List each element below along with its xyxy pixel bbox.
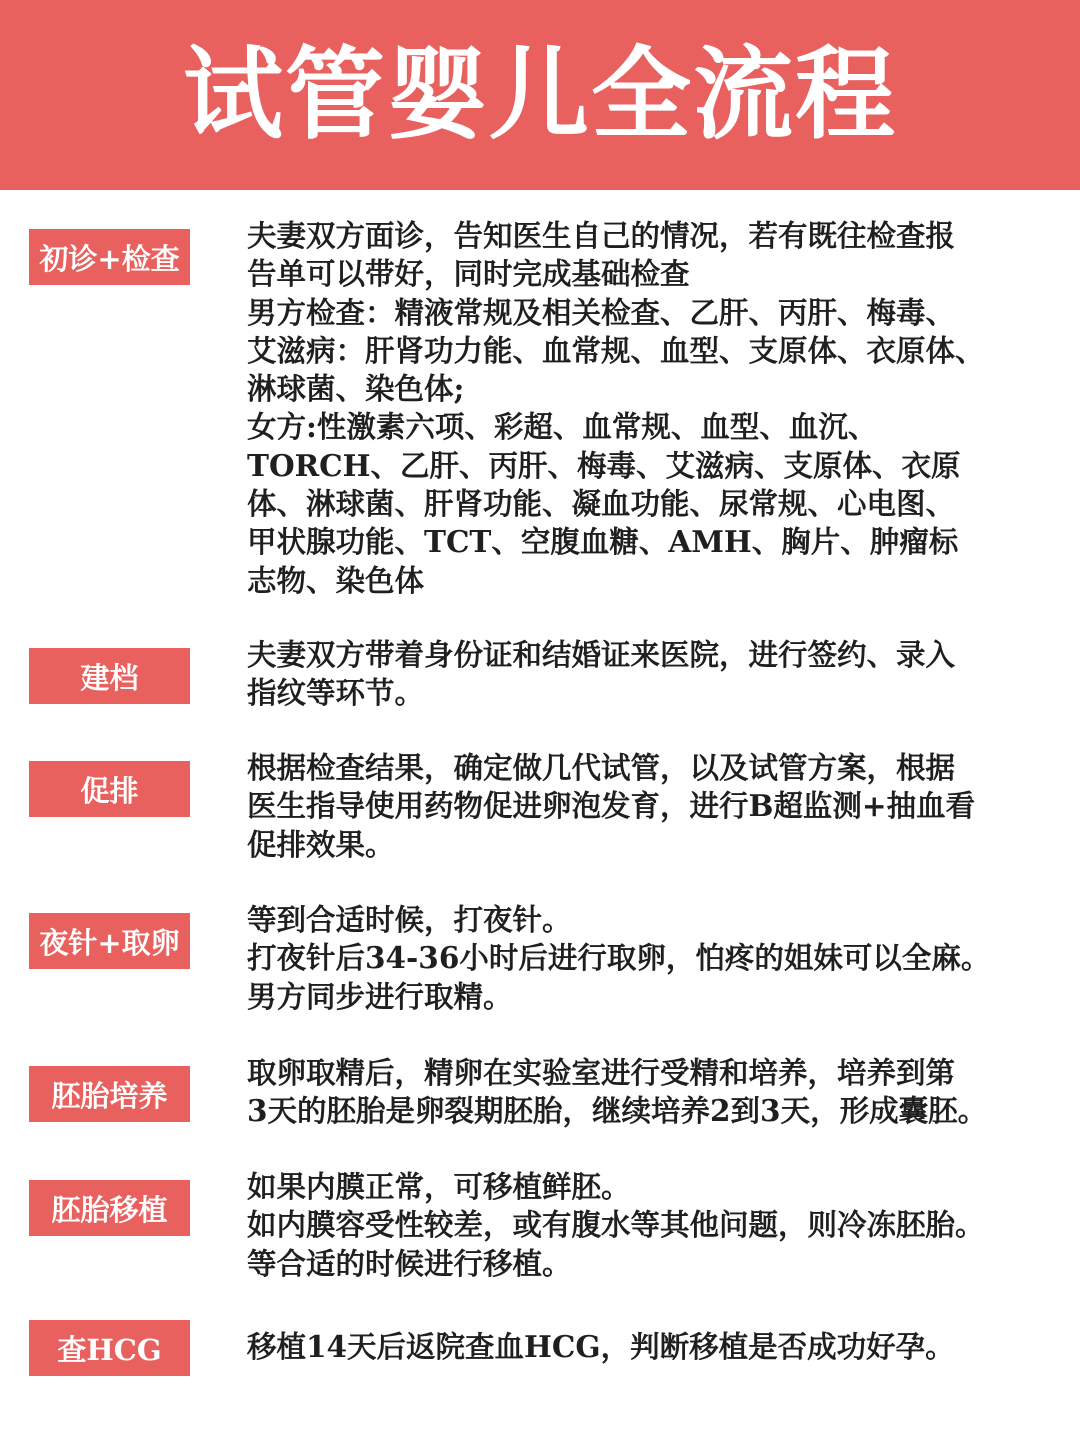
step-line: 移植14天后返院查血HCG，判断移植是否成功好孕。 [247,1329,955,1364]
step-line: 男方同步进行取精。 [247,978,513,1014]
step-line: 男方检查：精液常规及相关检查、乙肝、丙肝、梅毒、 [247,294,956,330]
header-banner [0,0,1080,190]
step-label: 查HCG [29,1320,190,1376]
step-description [247,901,1047,1016]
step-line: 等合适的时候进行移植。 [247,1245,572,1281]
step-line: 夫妻双方面诊，告知医生自己的情况，若有既往检查报 [247,218,956,253]
step-line: 淋球菌、染色体; [247,371,465,407]
step-line: 促排效果。 [247,826,395,862]
step-line: 3天的胚胎是卵裂期胚胎，继续培养2到3天，形成囊胚。 [247,1093,988,1129]
process-steps [0,190,1080,1441]
step-label: 初诊+检查 [29,229,190,285]
step-description [247,1054,1047,1131]
page-title: 试管婴儿全流程 [183,36,897,153]
step-line: 艾滋病：肝肾功力能、血常规、血型、支原体、衣原体、 [247,332,985,368]
step-line: 如果内膜正常，可移植鲜胚。 [247,1169,631,1204]
step-line: 志物、染色体 [247,562,425,598]
step-line: TORCH、乙肝、丙肝、梅毒、艾滋病、支原体、衣原 [247,447,961,483]
step-description [247,1328,1047,1366]
step-line: 打夜针后34-36小时后进行取卵，怕疼的姐妹可以全麻。 [247,940,991,976]
step-label: 促排 [29,761,190,817]
step-line: 女方:性激素六项、彩超、血常规、血型、血沉、 [247,409,878,445]
step-line: 夫妻双方带着身份证和结婚证来医院，进行签约、录入 [247,637,956,672]
step-label: 胚胎培养 [29,1066,190,1122]
step-line: 如内膜容受性较差，或有腹水等其他问题，则冷冻胚胎。 [247,1207,985,1243]
step-line: 医生指导使用药物促进卵泡发育，进行B超监测+抽血看 [247,788,976,824]
step-description [247,636,1047,713]
step-description [247,217,1047,600]
step-description [247,749,1047,864]
step-label: 建档 [29,648,190,704]
step-line: 体、淋球菌、肝肾功能、凝血功能、尿常规、心电图、 [247,486,956,522]
step-line: 根据检查结果，确定做几代试管，以及试管方案，根据 [247,750,956,785]
step-line: 告单可以带好，同时完成基础检查 [247,256,690,292]
step-label: 胚胎移植 [29,1180,190,1236]
step-line: 等到合适时候，打夜针。 [247,902,572,937]
step-label: 夜针+取卵 [29,913,190,969]
step-line: 取卵取精后，精卵在实验室进行受精和培养，培养到第 [247,1055,956,1090]
step-description [247,1168,1047,1283]
step-line: 甲状腺功能、TCT、空腹血糖、AMH、胸片、肿瘤标 [247,524,959,560]
step-line: 指纹等环节。 [247,675,425,711]
